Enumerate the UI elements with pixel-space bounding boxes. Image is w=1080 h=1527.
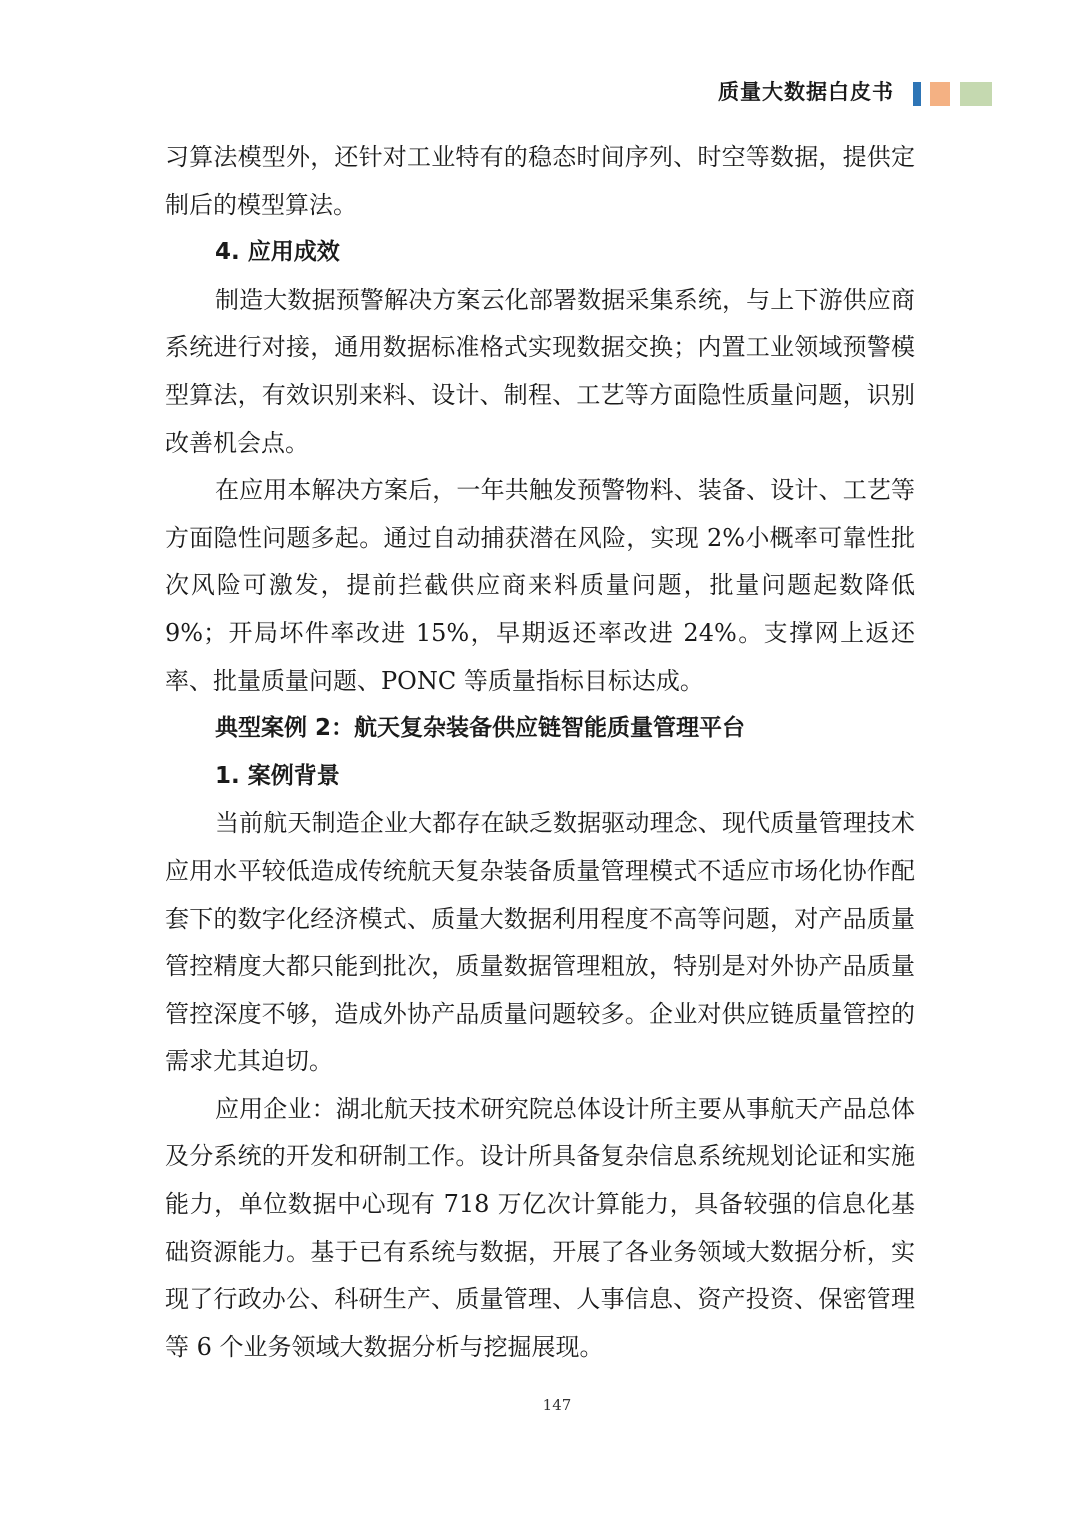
header-green-bar [960, 82, 992, 106]
page-body [165, 134, 915, 1371]
section-heading-1: 1. 案例背景 [215, 762, 340, 789]
header-title: 质量大数据白皮书 [718, 80, 894, 104]
paragraph-1: 习算法模型外，还针对工业特有的稳态时间序列、时空等数据，提供定制后的模型算法。 [165, 143, 915, 219]
page-number: 147 [542, 1396, 572, 1414]
paragraph-5: 应用企业：湖北航天技术研究院总体设计所主要从事航天产品总体及分系统的开发和研制工作。设计所具备复杂信息系统规划论证和实施能力，单位数据中心现有 718 万亿次计算能力，具备较强的信息化基础资源能力。基于已有系统与数据，开展了各业务领域大数据分析，实现了行政办公、科研生产、质量管理、人事信息、资产投资、保密管理等 6 个业务领域大数据分析与挖掘展现。 [165, 1094, 915, 1361]
case-heading-2: 典型案例 2：航天复杂装备供应链智能质量管理平台 [215, 715, 746, 742]
paragraph-3: 在应用本解决方案后，一年共触发预警物料、装备、设计、工艺等方面隐性问题多起。通过自动捕获潜在风险，实现 2%小概率可靠性批次风险可激发，提前拦截供应商来料质量问题，批量问题起数降低 9%；开局坏件率改进 15%，早期返还率改进 24%。支撑网上返还率、批量质量问题、PONC 等质量指标目标达成。 [165, 476, 915, 695]
page-header [0, 74, 1080, 110]
header-orange-bar [930, 82, 950, 106]
paragraph-4: 当前航天制造企业大都存在缺乏数据驱动理念、现代质量管理技术应用水平较低造成传统航天复杂装备质量管理模式不适应市场化协作配套下的数字化经济模式、质量大数据利用程度不高等问题，对产品质量管控精度大都只能到批次，质量数据管理粗放，特别是对外协产品质量管控深度不够，造成外协产品质量问题较多。企业对供应链质量管控的需求尤其迫切。 [165, 809, 915, 1076]
section-heading-4: 4. 应用成效 [215, 239, 340, 266]
header-blue-bar [913, 82, 921, 106]
paragraph-2: 制造大数据预警解决方案云化部署数据采集系统，与上下游供应商系统进行对接，通用数据标准格式实现数据交换；内置工业领域预警模型算法，有效识别来料、设计、制程、工艺等方面隐性质量问题，识别改善机会点。 [165, 285, 915, 457]
